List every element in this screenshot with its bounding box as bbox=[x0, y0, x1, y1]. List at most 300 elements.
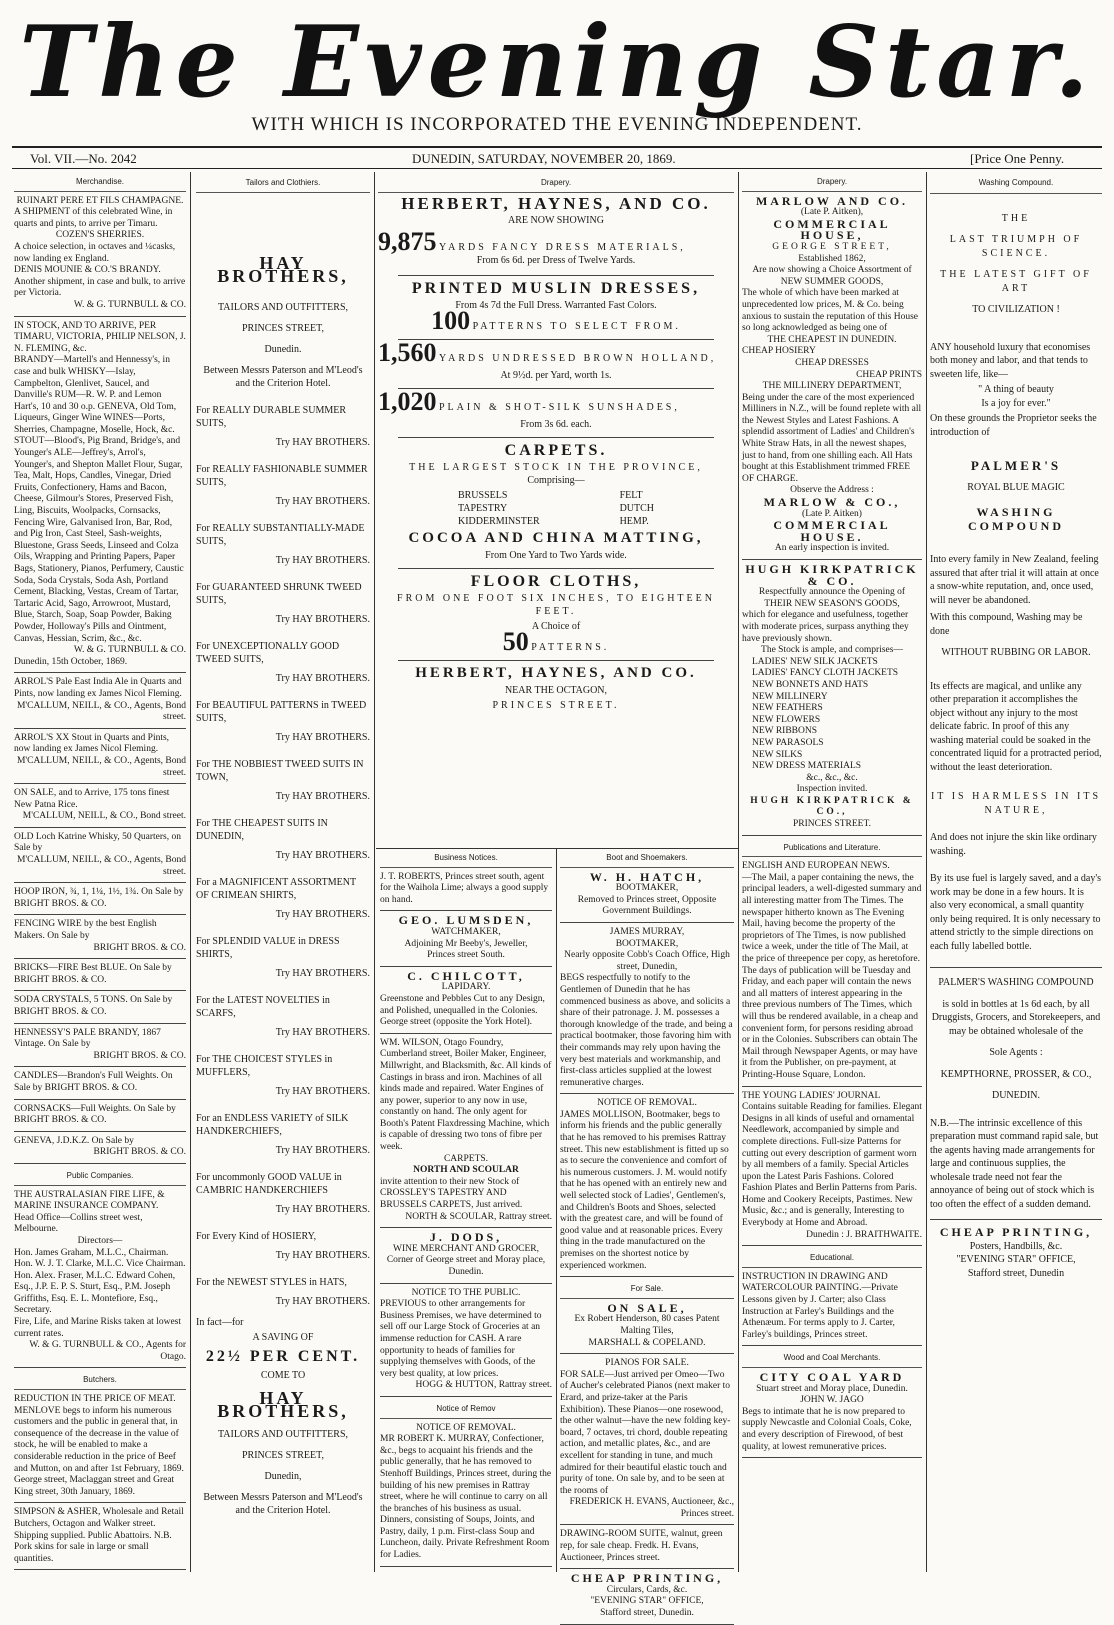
goods-item: NEW PARASOLS bbox=[752, 737, 824, 748]
ad-subheading: GEORGE STREET, bbox=[772, 241, 892, 252]
ad-body: PRINCES STREET. bbox=[492, 700, 620, 711]
ad-subheading: Directors— bbox=[77, 1235, 123, 1246]
ad-heading: ENGLISH AND EUROPEAN NEWS. bbox=[742, 861, 890, 872]
ad-heading: ON SALE, bbox=[607, 1300, 687, 1315]
ad-body: The Stock is ample, and comprises— bbox=[761, 645, 903, 656]
ad-simpson-asher bbox=[14, 1507, 186, 1570]
ad-body: Nearly opposite Cobb's Coach Office, High street, Dunedin, bbox=[564, 950, 730, 972]
price: [Price One Penny. bbox=[970, 151, 1065, 166]
ad-heading: NOTICE OF REMOVAL. bbox=[597, 1098, 697, 1109]
ad-body: ON SALE, and to Arrive, 175 tons finest New Patna Rice. bbox=[14, 788, 170, 810]
ad-bricks bbox=[14, 963, 186, 991]
ad-body: Ex Robert Henderson, 80 cases Patent Malting Tiles, bbox=[574, 1314, 720, 1336]
ad-young-ladies bbox=[742, 1091, 922, 1247]
hay-item-try: Try HAY BROTHERS. bbox=[275, 614, 370, 625]
section-heading: Educational. bbox=[742, 1250, 922, 1268]
ad-subheading: JOHN W. JAGO bbox=[800, 1395, 864, 1406]
section-heading: Washing Compound. bbox=[930, 174, 1102, 194]
hay-item-label: For SPLENDID VALUE in DRESS SHIRTS, bbox=[196, 936, 340, 960]
masthead bbox=[0, 0, 1114, 150]
column-rule bbox=[190, 172, 191, 1572]
ad-body: From 4s 7d the Full Dress. Warranted Fast Colors. bbox=[455, 300, 657, 311]
carpet-types bbox=[418, 489, 694, 528]
ad-whisky bbox=[14, 832, 186, 883]
quantity: 1,020 bbox=[378, 387, 437, 416]
ad-subheading: CARPETS. bbox=[443, 1153, 489, 1164]
carpet-list-right bbox=[620, 489, 654, 528]
ad-body: JAMES MOLLISON, Bootmaker, begs to inform his friends and the public generally that he has removed to his premises Rattray street. This new establishment is fitted up so as to secure the convenience and comfort of his numerous customers. J. M. would notify that he has opened with an entirely new and well selected stock of Ladies', Gentlemen's, and Children's Boots and Shoes, selected with the greatest care, and will be found of good value and at reasonable prices. Every thing in the trade manufactured on the premises on the shortest notice by experienced workmen. bbox=[560, 1109, 729, 1271]
ad-roberts bbox=[380, 872, 552, 912]
ad-heading: PRINTED MUSLIN DRESSES, bbox=[411, 280, 701, 297]
ad-body: Are now showing a Choice Assortment of bbox=[752, 265, 912, 276]
ad-heading: MARLOW & CO., bbox=[763, 495, 901, 510]
ad-heading: REDUCTION IN THE PRICE OF MEAT. bbox=[14, 1394, 176, 1405]
ad-body: SODA CRYSTALS, 5 TONS. On Sale by BRIGHT BROS. & CO. bbox=[14, 995, 173, 1017]
ad-signature: FREDERICK H. EVANS, Auctioneer, &c., Princes street. bbox=[569, 1497, 734, 1519]
ad-date: Dunedin, 15th October, 1869. bbox=[14, 656, 128, 667]
hay-item-label: For the NEWEST STYLES in HATS, bbox=[196, 1277, 347, 1288]
ad-candles bbox=[14, 1071, 186, 1099]
ad-body: INSTRUCTION IN DRAWING AND WATERCOLOUR PAINTING.—Private Lessons given by J. Carter; also Class Instruction at Farley's Buildings and the Athenæum. For terms apply to J. Carter, Farley's buildings, Princes street. bbox=[742, 1271, 898, 1340]
section-heading: Public Companies. bbox=[14, 1168, 186, 1186]
ad-body: HENNESSY'S PALE BRANDY, 1867 Vintage. On Sale by bbox=[14, 1027, 161, 1050]
ad-body: A Choice of bbox=[531, 621, 581, 632]
quantity: 1,560 bbox=[378, 338, 437, 367]
ad-body: From One Yard to Two Yards wide. bbox=[485, 550, 627, 561]
ad-body: which for elegance and usefulness, together with moderate prices, surpass anything they have previously shown. bbox=[742, 610, 909, 644]
ad-body: Removed to Princes street, Opposite Government Buildings. bbox=[577, 894, 717, 917]
ad-body: DRAWING-ROOM SUITE, walnut, green rep, for sale cheap. Fredk. H. Evans, Auctioneer, Princes street. bbox=[560, 1529, 723, 1563]
ad-body: Hon. James Graham, M.L.C., Chairman. Hon. W. J. T. Clarke, M.L.C. Vice Chairman. Hon. Alex. Fraser, M.L.C. Edward Cohen, Esq., J.P. E. P. S. Sturt, Esq., P.M. Joseph Griffiths, Esq. E. L. Montefiore, Esq., Secretary. bbox=[14, 1247, 186, 1316]
hay-item-try: Try HAY BROTHERS. bbox=[275, 496, 370, 507]
ad-body: "EVENING STAR" OFFICE, bbox=[590, 1596, 704, 1607]
ad-body: PREVIOUS to other arrangements for Business Premises, we have determined to sell off our Large Stock of Groceries at an immense reduction for CASH. A rare opportunity to heads of families for supplying themselves with Goods, of the very best quality, at low prices. bbox=[380, 1299, 542, 1379]
ad-murray-removal bbox=[380, 1423, 552, 1567]
ad-heading: COMMERCIAL HOUSE, bbox=[773, 216, 891, 243]
ad-subheading: LAPIDARY. bbox=[441, 982, 491, 993]
ad-arrol-stout bbox=[14, 733, 186, 784]
hay-items-list bbox=[196, 404, 370, 1308]
ad-heading: HUGH KIRKPATRICK & CO. bbox=[745, 562, 919, 588]
section-heading: Notice of Remov bbox=[380, 1401, 552, 1419]
ad-coal-yard bbox=[742, 1372, 922, 1458]
ad-body: Into every family in New Zealand, feeling assured that after trial it will attain at once a snow-white reputation, and, once used, will never be abandoned. bbox=[930, 554, 1099, 606]
ad-soda bbox=[14, 995, 186, 1023]
hay-item-try: Try HAY BROTHERS. bbox=[275, 909, 370, 920]
ad-heading: HAY BROTHERS, bbox=[217, 1388, 349, 1421]
section-heading: Publications and Literature. bbox=[742, 840, 922, 858]
ad-body: COME TO bbox=[260, 1370, 306, 1381]
section-heading: Boot and Shoemakers. bbox=[560, 850, 734, 868]
column-rule bbox=[926, 172, 927, 1572]
ad-body: Inspection invited. bbox=[796, 784, 868, 795]
ad-marlow bbox=[742, 193, 922, 560]
ad-body: By its use fuel is largely saved, and a day's work may be done in a few hours. It is also very economical, a small quantity only being required. It is only necessary to attend strictly to the simple directions on each fully labelled bottle. bbox=[930, 873, 1102, 952]
ad-body: BRICKS—FIRE Best BLUE. On Sale by BRIGHT BROS. & CO. bbox=[14, 963, 172, 985]
ad-body: FROM ONE FOOT SIX INCHES, TO EIGHTEEN FEET. bbox=[397, 593, 715, 617]
ad-heading: COMMERCIAL HOUSE. bbox=[773, 518, 891, 544]
ad-body: YARDS UNDRESSED BROWN HOLLAND, bbox=[439, 353, 717, 364]
ad-heading: HERBERT, HAYNES, AND CO. bbox=[415, 665, 697, 681]
hay-item-try: Try HAY BROTHERS. bbox=[275, 1027, 370, 1038]
ad-body: Stafford street, Dunedin. bbox=[600, 1608, 694, 1619]
ad-subheading: PRINCES STREET, bbox=[241, 1450, 325, 1461]
ad-body: BRANDY—Martell's and Hennessy's, in case and bulk WHISKY—Islay, Campbelton, Glenlivet, Saucel, and Danville's RUM—R. W. P. and Lemon Hart's, 10 and 30 o.p. GENEVA, Old Tom, Liqueurs, Ginger Wine WINES—Ports, Sherries, Champagne, Moselle, Hock, &c. STOUT—Blood's, Pig Brand, Bridge's, and Younger's ALE—Jeffrey's, Arrol's, Younger's, and Shepton Mallet Flour, Sugar, Tea, Malt, Hops, Candles, Vinegar, Dried Fruits, Confectionery, Hams and Bacon, Cheese, Gilmour's Stores, Preserved Fish, Ling, Biscuits, Woolpacks, Cornsacks, Fencing Wire, Galvanised Iron, Bar, Rod, and Pig Iron, Cast Steel, Sash-weights, Bluestone, Grass Seeds, Linseed and Colza Oils, Wrapping and Printing Papers, Paper Bags, Stationery, Pianos, Perfumery, Caustic Soda, Soda Crystals, Soda Ash, Portland Cement, Blacking, Vestas, Cream of Tartar, Tartaric Acid, Sago, Arrowroot, Mustard, Blue, Starch, Soap, Soap Powder, Baking Powder, Holloway's Pills and Ointment, Canvas, Hessian, Scrim, &c., &c. bbox=[14, 355, 184, 644]
ad-subheading: BOOTMAKER, bbox=[615, 938, 679, 949]
dateline-bar bbox=[12, 146, 1102, 169]
ad-body: Is a joy for ever." bbox=[981, 397, 1051, 409]
ad-heading: J. DODS, bbox=[429, 1230, 503, 1245]
section-heading: Tailors and Clothiers. bbox=[196, 174, 370, 193]
ad-body: A SHIPMENT of this celebrated Wine, in quarts and pints, to arrive per Timaru. bbox=[14, 207, 173, 229]
section-heading: Drapery. bbox=[378, 174, 734, 193]
ad-subheading: NEW SUMMER GOODS, bbox=[780, 276, 884, 287]
ad-body: MR ROBERT K. MURRAY, Confectioner, &c., begs to acquaint his friends and the public generally, that he has removed to Stenhoff Buildings, Princes street, during the building of his new premises in Rattray street, where he will continue to carry on all the branches of his business as usual. Dinners, consisting of Soups, Joints, and Pastry, daily, 1 p.m. First-class Soup and Luncheon, daily. Private Refreshment Room for Ladies. bbox=[380, 1434, 552, 1561]
hay-item-try: Try HAY BROTHERS. bbox=[275, 732, 370, 743]
ad-body: Being under the care of the most experienced Milliners in N.Z., will be found replete with all the Newest Styles and Latest Fashions. A splendid assortment of Ladies' and Children's White Straw Hats, in all the newest shapes, just to hand, from one shilling each. All Hats bought at this Establishment trimmed FREE OF CHARGE. bbox=[742, 392, 922, 484]
column-drapery-herbert bbox=[378, 174, 734, 711]
ad-fencing-wire bbox=[14, 919, 186, 959]
goods-item: NEW RIBBONS bbox=[752, 726, 818, 737]
ad-heading: NOTICE TO THE PUBLIC. bbox=[411, 1287, 521, 1298]
ad-arrol-ale bbox=[14, 677, 186, 728]
ad-body: ARE NOW SHOWING bbox=[508, 215, 604, 226]
ad-turnbull-stock bbox=[14, 321, 186, 674]
goods-item: NEW DRESS MATERIALS bbox=[752, 761, 862, 772]
carpet-type: DUTCH bbox=[619, 503, 655, 514]
ad-body: ARROL'S XX Stout in Quarts and Pints, now landing ex James Nicol Fleming. bbox=[14, 732, 170, 755]
ad-body: Another shipment, in case and bulk, to arrive per Victoria. bbox=[14, 276, 186, 299]
hay-item-try: Try HAY BROTHERS. bbox=[275, 555, 370, 566]
ad-hogg-hutton bbox=[380, 1288, 552, 1397]
ad-body: invite attention to their new Stock of CROSSLEY'S TAPESTRY AND BRUSSELS CARPETS, Just arrived. bbox=[380, 1176, 523, 1211]
newspaper-title: The Evening Star. bbox=[19, 5, 1095, 120]
ad-heading: FLOOR CLOTHS, bbox=[470, 573, 642, 590]
hay-item-label: For a MAGNIFICENT ASSORTMENT OF CRIMEAN SHIRTS, bbox=[196, 877, 356, 901]
ad-body: MENLOVE begs to inform his numerous customers and the public in general that, in consequence of the decrease in the value of stock, he will be enabled to make a considerable reduction in the price of Beef and Mutton, on and after 1st February, 1869. bbox=[14, 1405, 184, 1474]
ad-signature: W. & G. TURNBULL & CO. bbox=[73, 299, 186, 310]
ad-body: GENEVA, J.D.K.Z. On Sale by bbox=[14, 1135, 134, 1146]
ad-subheading: THEIR NEW SEASON'S GOODS, bbox=[764, 598, 900, 609]
ad-body: Its effects are magical, and unlike any other preparation it accomplishes the object without any injury to the most delicate fabric. In proof of this any washing material could be soaked in the concentrated liquid for a protracted period, without the least deterioration. bbox=[930, 680, 1102, 773]
ad-heading: IN STOCK, AND TO ARRIVE, PER TIMARU, VICTORIA, PHILIP NELSON, J. N. FLEMING, &c. bbox=[14, 320, 186, 354]
ad-heading: THE bbox=[1001, 212, 1031, 224]
quantity: 9,875 bbox=[378, 227, 437, 256]
goods-item: LADIES' FANCY CLOTH JACKETS bbox=[752, 668, 899, 679]
ad-james-murray bbox=[560, 927, 734, 1094]
ad-body: Fire, Life, and Marine Risks taken at lowest current rates. bbox=[14, 1317, 182, 1339]
ad-subheading: BOOTMAKER, bbox=[615, 883, 679, 894]
ad-signature: W. & G. TURNBULL & CO., Agents for Otago. bbox=[29, 1340, 186, 1362]
ad-heading: PALMER'S bbox=[970, 458, 1062, 473]
hay-item-label: For THE CHOICEST STYLES in MUFFLERS, bbox=[196, 1054, 333, 1078]
ad-signature: HOGG & HUTTON, Rattray street. bbox=[415, 1380, 552, 1391]
ad-heading: LAST TRIUMPH OF SCIENCE. bbox=[949, 234, 1083, 259]
ad-subheading: WITHOUT RUBBING OR LABOR. bbox=[941, 647, 1091, 658]
ad-pianos bbox=[560, 1358, 734, 1525]
ad-subheading: PRINCES STREET, bbox=[241, 323, 325, 334]
column-merchandise bbox=[14, 174, 186, 1569]
ad-subheading: ROYAL BLUE MAGIC bbox=[967, 481, 1065, 493]
ad-body: YARDS FANCY DRESS MATERIALS, bbox=[439, 242, 686, 253]
ad-heading: CHEAP PRINTING, bbox=[939, 1225, 1093, 1239]
ad-signature: BRIGHT BROS. & CO. bbox=[93, 1147, 186, 1158]
ad-body: Comprising— bbox=[527, 475, 585, 486]
ad-instruction bbox=[742, 1272, 922, 1347]
ad-body: Head Office—Collins street west, Melbourne. bbox=[14, 1212, 143, 1235]
hay-item-try: Try HAY BROTHERS. bbox=[275, 850, 370, 861]
ad-body: Princes street South. bbox=[427, 950, 505, 961]
carpet-list-left bbox=[458, 489, 540, 528]
ad-body: From 3s 6d. each. bbox=[520, 419, 592, 430]
hay-item-try: Try HAY BROTHERS. bbox=[275, 437, 370, 448]
ad-body: And does not injure the skin like ordinary washing. bbox=[930, 832, 1097, 857]
ad-signature: BRIGHT BROS. & CO. bbox=[93, 942, 186, 953]
ad-subheading: TAILORS AND OUTFITTERS, bbox=[217, 302, 349, 313]
ad-heading: W. H. HATCH, bbox=[589, 869, 705, 884]
section-heading: For Sale. bbox=[560, 1281, 734, 1299]
column-business-notices bbox=[380, 850, 552, 1568]
ad-body: Stuart street and Moray place, Dunedin. bbox=[756, 1383, 908, 1394]
ad-heading: JAMES MURRAY, bbox=[609, 926, 685, 937]
volume-number: Vol. VII.—No. 2042 bbox=[30, 151, 137, 166]
ad-cornsacks bbox=[14, 1104, 186, 1132]
ad-body: &c., &c., &c. bbox=[806, 772, 858, 783]
ad-heading: HERBERT, HAYNES, AND CO. bbox=[401, 194, 711, 213]
column-washing-compound bbox=[930, 174, 1102, 1569]
ad-body: —The Mail, a paper containing the news, the principal leaders, a well-digested summary and all interesting matter from The Times. The newspaper hitherto known as The Evening Mail, having become the property of the proprietors of The Times, is now published twice a week, under the title of The Mail, at the price of threepence per copy, as heretofore. The days of publication will be Tuesday and Friday, and each paper will contain the news and all matters of interest appearing in the three previous numbers of The Times, which will thus be rendered available, in a cheap and convenient form, for persons residing abroad or in the Colonies. Subscribers can obtain The Mail through Newspaper Agents, or may have it from the Publisher, on pre-payment, at Printing-House Square, London. bbox=[742, 872, 922, 1080]
goods-item: NEW FLOWERS bbox=[752, 714, 821, 725]
ad-heading: COZEN'S SHERRIES. bbox=[55, 230, 145, 241]
hay-item-try: Try HAY BROTHERS. bbox=[275, 673, 370, 684]
ad-body: " A thing of beauty bbox=[978, 384, 1054, 395]
ad-subheading: Sole Agents : bbox=[989, 1047, 1043, 1058]
ad-geneva bbox=[14, 1136, 186, 1164]
ad-body: (Late P. Aitken) bbox=[802, 508, 862, 519]
ad-body: ARROL'S Pale East India Ale in Quarts and Pints, now landing ex James Nicol Fleming. bbox=[14, 677, 182, 699]
ad-chilcott bbox=[380, 968, 552, 1034]
ad-heading: NOTICE OF REMOVAL. bbox=[416, 1422, 516, 1433]
hay-item-try: Try HAY BROTHERS. bbox=[275, 968, 370, 979]
ad-english-news bbox=[742, 861, 922, 1086]
ad-heading: C. CHILCOTT, bbox=[407, 968, 525, 983]
column-rule bbox=[738, 172, 739, 1572]
ad-signature: Dunedin : J. BRAITHWAITE. bbox=[806, 1229, 922, 1240]
hay-item-label: For an ENDLESS VARIETY of SILK HANDKERCHIEFS, bbox=[196, 1113, 349, 1137]
ad-body: CANDLES—Brandon's Full Weights. On Sale by BRIGHT BROS. & CO. bbox=[14, 1071, 173, 1093]
hay-item-try: Try HAY BROTHERS. bbox=[275, 1250, 370, 1261]
goods-item: LADIES' NEW SILK JACKETS bbox=[752, 656, 878, 667]
ad-body: Stafford street, Dunedin bbox=[967, 1267, 1065, 1279]
hay-item-try: Try HAY BROTHERS. bbox=[275, 1145, 370, 1156]
goods-item: NEW SILKS bbox=[752, 749, 803, 760]
ad-wilson bbox=[380, 1038, 552, 1229]
ad-body: In fact—for bbox=[196, 1317, 244, 1328]
ad-heading: COCOA AND CHINA MATTING, bbox=[408, 530, 704, 546]
ad-heading: KEMPTHORNE, PROSSER, & CO., bbox=[940, 1068, 1092, 1080]
ad-hatch bbox=[560, 869, 734, 923]
ad-hennessy bbox=[14, 1028, 186, 1068]
carpet-type: HEMP. bbox=[619, 516, 649, 527]
ad-signature: M'CALLUM, NEILL, & CO., Agents, Bond street. bbox=[16, 755, 186, 778]
quantity: 100 bbox=[431, 306, 471, 335]
ad-body: OLD Loch Katrine Whisky, 50 Quarters, on Sale by bbox=[14, 831, 182, 854]
ad-body: An early inspection is invited. bbox=[774, 543, 890, 554]
ad-body: Observe the Address : bbox=[790, 485, 874, 496]
ad-body: From 6s 6d. per Dress of Twelve Yards. bbox=[476, 255, 636, 266]
ad-heading: 22½ PER CENT. bbox=[205, 1348, 361, 1365]
ad-subheading: WATCHMAKER, bbox=[431, 926, 501, 937]
ad-heading: PIANOS FOR SALE. bbox=[605, 1358, 689, 1369]
ad-body: Posters, Handbills, &c. bbox=[969, 1240, 1063, 1252]
ad-heading: RUINART PERE ET FILS CHAMPAGNE. bbox=[16, 195, 184, 206]
ad-subheading: THE MILLINERY DEPARTMENT, bbox=[762, 381, 902, 392]
ad-body: Begs to intimate that he is now prepared to supply Newcastle and Colonial Coals, Coke, and every description of Firewood, of best quality, at lowest remunerative prices. bbox=[742, 1406, 912, 1452]
ad-body: WM. WILSON, Otago Foundry, Cumberland street, Boiler Maker, Engineer, Millwright, and Blacksmith, &c. All kinds of Castings in brass and iron. Machines of all kinds made and repaired. Water Engines of any power, superior to any now in use, constantly on hand. The only agent for Booth's Patent Flaxdressing Machine, which is capable of dressing two tons of fibre per week. bbox=[380, 1037, 552, 1153]
ad-signature: M'CALLUM, NEILL, & CO., Bond street. bbox=[22, 811, 186, 822]
ad-body: is sold in bottles at 1s 6d each, by all Druggists, Grocers, and Storekeepers, and may be obtained wholesale of the bbox=[931, 998, 1101, 1037]
ad-heading: NORTH AND SCOULAR bbox=[413, 1165, 519, 1176]
ad-body: The whole of which have been marked at unprecedented low prices, M. & Co. being anxious to sustain the reputation of this House so long acknowledged as being one of bbox=[742, 288, 918, 334]
ad-body: On these grounds the Proprietor seeks the introduction of bbox=[930, 413, 1097, 438]
hay-item-try: Try HAY BROTHERS. bbox=[275, 1204, 370, 1215]
ad-body: PATTERNS. bbox=[531, 642, 610, 653]
ad-rice bbox=[14, 788, 186, 828]
ad-body: NEAR THE OCTAGON, bbox=[504, 685, 608, 696]
ad-body: Corner of George street and Moray place, bbox=[386, 1255, 546, 1266]
ad-signature: BRIGHT BROS. & CO. bbox=[93, 1050, 186, 1061]
section-heading: Butchers. bbox=[14, 1372, 186, 1390]
ad-body: Respectfully announce the Opening of bbox=[758, 587, 906, 598]
goods-item: NEW FEATHERS bbox=[752, 703, 823, 714]
ad-body: With this compound, Washing may be done bbox=[930, 612, 1083, 637]
hay-item-label: For Every Kind of HOSIERY, bbox=[196, 1231, 317, 1242]
hay-item-label: For REALLY FASHIONABLE SUMMER SUITS, bbox=[196, 464, 368, 488]
hay-item-try: Try HAY BROTHERS. bbox=[275, 1296, 370, 1307]
column-rule bbox=[374, 172, 375, 1572]
ad-body: ANY household luxury that economises both money and labor, and that tends to sweeten life, like— bbox=[930, 341, 1091, 380]
goods-item: NEW MILLINERY bbox=[752, 691, 828, 702]
ad-heading: PALMER'S WASHING COMPOUND bbox=[938, 977, 1094, 988]
ad-heading: CITY COAL YARD bbox=[759, 1370, 905, 1384]
column-tailors bbox=[196, 174, 370, 1569]
hay-item-label: For THE CHEAPEST SUITS IN DUNEDIN, bbox=[196, 818, 328, 842]
ad-body: THE LARGEST STOCK IN THE PROVINCE, bbox=[409, 462, 703, 473]
column-drapery-marlow bbox=[742, 174, 922, 1569]
ad-ruinart bbox=[14, 196, 186, 317]
ad-body: CORNSACKS—Full Weights. On Sale by BRIGHT BROS. & CO. bbox=[14, 1103, 176, 1126]
ad-menlove bbox=[14, 1394, 186, 1503]
ad-lumsden bbox=[380, 915, 552, 966]
ad-heading: IT IS HARMLESS IN ITS NATURE, bbox=[930, 791, 1102, 816]
ad-body: Established 1862, bbox=[798, 253, 866, 264]
issue-date: DUNEDIN, SATURDAY, NOVEMBER 20, 1869. bbox=[412, 151, 676, 166]
ad-body: BEGS respectfully to notify to the Gentlemen of Dunedin that he has commenced business as above, and solicits a share of their patronage. J. M. possesses a thorough knowledge of the trade, and being a practical bootmaker, those favoring him with their commands may rely upon having the very best materials and workmanship, and first-class articles supplied at the lowest remunerative charges. bbox=[560, 973, 733, 1088]
ad-heading: THE AUSTRALASIAN FIRE LIFE, & MARINE INSURANCE COMPANY. bbox=[14, 1189, 165, 1212]
ad-signature: NORTH & SCOULAR, Rattray street. bbox=[405, 1211, 552, 1222]
hay-item-label: For uncommonly GOOD VALUE in CAMBRIC HANDKERCHIEFS bbox=[196, 1172, 342, 1196]
ad-heading: DENIS MOUNIE & CO.'S BRANDY. bbox=[14, 265, 161, 276]
column-boot-shoemakers bbox=[560, 850, 734, 1619]
hay-item-label: For THE NOBBIEST TWEED SUITS IN TOWN, bbox=[196, 759, 364, 783]
ad-body: N.B.—The intrinsic excellence of this preparation must command rapid sale, but the agents having made arrangements for large and continuous supplies, the wholesale trade need not fear the annoyance of being out of stock which is too often the effect of a sudden demand. bbox=[930, 1117, 1099, 1210]
hay-item-try: Try HAY BROTHERS. bbox=[275, 1086, 370, 1097]
ad-heading: CHEAP PRINTING, bbox=[570, 1571, 724, 1586]
ad-body: Dunedin. bbox=[264, 344, 302, 355]
carpet-type: KIDDERMINSTER bbox=[457, 516, 540, 527]
ad-mollison bbox=[560, 1098, 734, 1277]
ad-body: A SAVING OF bbox=[252, 1332, 314, 1343]
section-heading: Business Notices. bbox=[380, 850, 552, 868]
ad-heading: CARPETS. bbox=[504, 442, 608, 459]
quantity: 50 bbox=[502, 627, 529, 656]
ad-malting-tiles bbox=[560, 1300, 734, 1354]
ad-body: PLAIN & SHOT-SILK SUNSHADES, bbox=[439, 402, 680, 413]
carpet-type: FELT bbox=[619, 490, 643, 501]
ad-cheap-printing bbox=[560, 1573, 734, 1624]
hay-item-label: For the LATEST NOVELTIES in SCARFS, bbox=[196, 995, 330, 1019]
ad-heading: GEO. LUMSDEN, bbox=[398, 913, 534, 928]
ad-body: PATTERNS TO SELECT FROM. bbox=[472, 321, 681, 332]
ad-heading: THE LATEST GIFT OF ART bbox=[940, 269, 1092, 294]
ad-body: "EVENING STAR" OFFICE, bbox=[956, 1254, 1076, 1265]
newspaper-subtitle: WITH WHICH IS INCORPORATED THE EVENING INDEPENDENT. bbox=[251, 114, 863, 135]
ad-body: Contains suitable Reading for families. Elegant Designs in all kinds of useful and ornamental Needlework, accompanied by simple and complete directions. Full-size Patterns for cutting out every description of garment worn by all members of a family. Special Articles upon the Latest Paris Fashions. Colored Fashion Plates and Berlin Patterns from Paris. Home and Cookery Receipts, Pastimes. New Music, &c.; and is generally, Interesting to Everybody at Home and Abroad. bbox=[742, 1102, 922, 1229]
ad-heading: THE YOUNG LADIES' JOURNAL bbox=[742, 1090, 881, 1101]
section-heading: Wood and Coal Merchants. bbox=[742, 1350, 922, 1368]
ad-body: FENCING WIRE by the best English Makers. On Sale by bbox=[14, 919, 157, 942]
ad-subheading: THE CHEAPEST IN DUNEDIN. bbox=[767, 334, 897, 345]
ad-body: Dunedin, bbox=[264, 1471, 302, 1482]
ad-hoop-iron bbox=[14, 887, 186, 915]
ad-body: DUNEDIN. bbox=[991, 1090, 1041, 1101]
carpet-type: TAPESTRY bbox=[457, 503, 508, 514]
hay-item-label: For BEAUTIFUL PATTERNS in TWEED SUITS, bbox=[196, 700, 367, 724]
ad-body: At 9½d. per Yard, worth 1s. bbox=[500, 370, 612, 381]
ad-body: Between Messrs Paterson and M'Leod's and the Criterion Hotel. bbox=[203, 1492, 363, 1516]
ad-body: CHEAP HOSIERY bbox=[742, 346, 816, 357]
ad-signature: MARSHALL & COPELAND. bbox=[588, 1337, 706, 1348]
ad-body: Greenstone and Pebbles Cut to any Design, and Polished, unequalled in the Colonies. George street (opposite the York Hotel). bbox=[380, 993, 545, 1028]
ad-body: J. T. ROBERTS, Princes street south, agent for the Waihola Lime; always a good supply on hand. bbox=[380, 871, 549, 905]
ad-body: Adjoining Mr Beeby's, Jeweller, bbox=[404, 938, 528, 949]
section-heading: Merchandise. bbox=[14, 174, 186, 192]
ad-body: (Late P. Aitken), bbox=[800, 207, 864, 218]
section-heading: Drapery. bbox=[742, 174, 922, 192]
hay-item-try: Try HAY BROTHERS. bbox=[275, 791, 370, 802]
ad-signature: M'CALLUM, NEILL, & CO., Agents, Bond street. bbox=[16, 700, 186, 723]
ad-body: Between Messrs Paterson and M'Leod's and the Criterion Hotel. bbox=[203, 365, 363, 389]
goods-list bbox=[742, 657, 922, 773]
hay-item-label: For REALLY SUBSTANTIALLY-MADE SUITS, bbox=[196, 523, 365, 547]
ad-body: SIMPSON & ASHER, Wholesale and Retail Butchers, Octagon and Walker street. Shipping supplied. Public Abattoirs. N.B. Pork skins for sale in large or small quantities. bbox=[14, 1507, 184, 1564]
ad-body: George street, Maclaggan street and Great King street, 30th January, 1869. bbox=[14, 1475, 175, 1497]
ad-subheading: TAILORS AND OUTFITTERS, bbox=[217, 1429, 349, 1440]
ad-body: HOOP IRON, ¾, 1, 1¼, 1½, 1¾. On Sale by BRIGHT BROS. & CO. bbox=[14, 887, 184, 909]
ad-heading: HAY BROTHERS, bbox=[217, 253, 349, 286]
ad-body: PRINCES STREET. bbox=[793, 819, 871, 830]
ad-body: CHEAP DRESSES bbox=[795, 357, 869, 368]
column-rule bbox=[556, 848, 557, 1572]
ad-body: Circulars, Cards, &c. bbox=[606, 1584, 688, 1595]
ad-body: Dunedin. bbox=[448, 1267, 484, 1277]
goods-item: NEW BONNETS AND HATS bbox=[752, 679, 869, 690]
ad-subheading: WINE MERCHANT AND GROCER, bbox=[392, 1243, 540, 1254]
ad-drawing-room bbox=[560, 1529, 734, 1569]
ad-insurance bbox=[14, 1190, 186, 1369]
hay-item-label: For REALLY DURABLE SUMMER SUITS, bbox=[196, 405, 347, 429]
ad-signature: W. & G. TURNBULL & CO. bbox=[73, 645, 186, 656]
